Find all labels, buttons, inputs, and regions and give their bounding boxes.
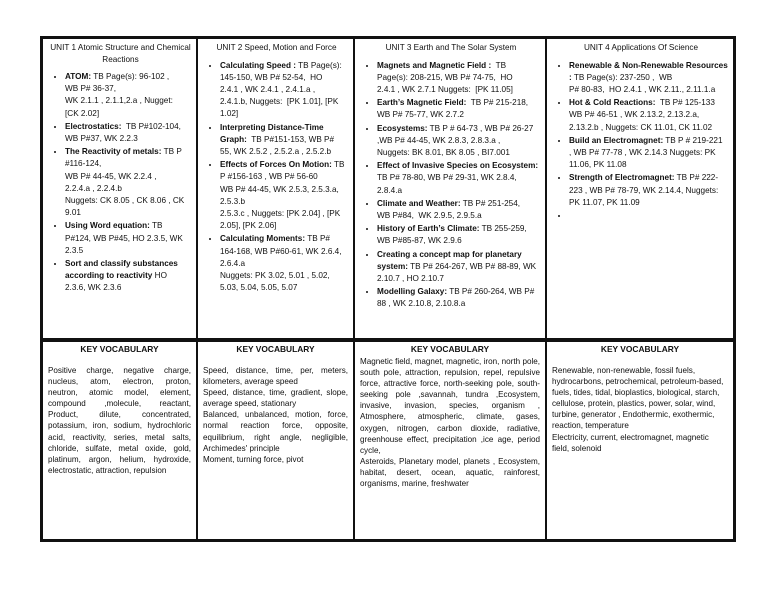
topic-heading: Renewable & Non-Renewable Resources :: [569, 60, 728, 82]
topic-heading: The Reactivity of metals:: [65, 147, 162, 157]
topic-heading: Magnets and Magnetic Field :: [377, 60, 492, 70]
topic-item: [377, 286, 541, 310]
topic-heading: Strength of Electromagnet:: [569, 173, 675, 183]
curriculum-table: [40, 36, 736, 542]
vocab-heading: KEY VOCABULARY: [410, 344, 490, 354]
topic-item: [220, 122, 349, 159]
topic-refs: TB P# 164-168, WB P#60-61, WK 2.6.4, 2.6.4.a Nuggets: PK 3.02, 5.01 , 5.02, 5.03, 5.04, 5.05, 5.07: [220, 234, 342, 293]
topic-refs: TB P# 251-254, WB P#84, WK 2.9.5, 2.9.5.a: [377, 198, 521, 220]
topic-item: [377, 223, 541, 247]
topic-heading: Earth’s Magnetic Field:: [377, 98, 467, 108]
topic-item: [65, 146, 192, 219]
topic-heading: Creating a concept map for planetary system:: [377, 249, 522, 271]
topic-item: [377, 97, 541, 121]
topic-item: [65, 258, 192, 295]
vocab-cell-unit-3: [354, 339, 546, 540]
topic-refs: TB P# 264-267, WB P# 88-89, WK 2.10.7 , HO 2.10.7: [377, 261, 537, 283]
topic-item: [377, 123, 541, 160]
topic-list: [361, 60, 541, 311]
topic-refs: TB P#151-153, WB P# 55, WK 2.5.2 , 2.5.2.a , 2.5.2.b: [220, 134, 335, 156]
topic-item: [220, 159, 349, 232]
unit-title: UNIT 1 Atomic Structure and Chemical Reactions: [50, 43, 191, 64]
topic-refs: TB P # 219-221 , WB P# 77-78 , WK 2.14.3 Nuggets: PK 11.06, PK 11.08: [569, 135, 723, 170]
topic-heading: Climate and Weather:: [377, 198, 461, 208]
topic-refs: TB P #156-163 , WB P# 56-60 WB P# 44-45, WK 2.5.3, 2.5.3.a, 2.5.3.b 2.5.3.c , Nuggets: [PK 2.04] , [PK 2.05], [PK 2.06]: [220, 160, 345, 231]
topic-heading: Hot & Cold Reactions:: [569, 98, 656, 108]
unit-1-cell: [42, 38, 197, 339]
topic-item: [65, 71, 192, 120]
topic-heading: Calculating Moments:: [220, 234, 306, 244]
topic-item: [569, 97, 729, 134]
topic-heading: Using Word equation:: [65, 221, 150, 231]
unit-2-cell: [197, 38, 354, 339]
topic-item: [377, 160, 541, 197]
topic-item: [220, 233, 349, 294]
topic-heading: Build an Electromagnet:: [569, 135, 664, 145]
vocab-cell-unit-1: [42, 339, 197, 540]
topic-item: [377, 60, 541, 97]
topic-refs: TB Page(s): 208-215, WB P# 74-75, HO 2.4.1 , WK 2.7.1 Nuggets: [PK 11.05]: [377, 60, 513, 94]
topic-item: [377, 249, 541, 286]
topic-item: [65, 121, 192, 145]
topic-heading: Effects of Forces On Motion:: [220, 160, 332, 170]
vocab-heading: KEY VOCABULARY: [80, 344, 159, 354]
topic-heading: Modelling Galaxy:: [377, 287, 448, 297]
topic-refs: TB Page(s): 237-250 , WB P# 80-83, HO 2.4.1 , WK 2.11., 2.11.1.a: [569, 72, 716, 94]
topic-heading: Calculating Speed :: [220, 60, 296, 70]
vocab-cell-unit-2: [197, 339, 354, 540]
topic-refs: TB P# 78-80, WB P# 29-31, WK 2.8.4, 2.8.4.a: [377, 173, 517, 195]
topic-refs: TB Page(s): 145-150, WB P# 52-54, HO 2.4.1 , WK 2.4.1 , 2.4.1.a , 2.4.1.b, Nuggets: [PK 1.01], [PK 1.02]: [220, 60, 342, 119]
topic-item: [220, 60, 349, 121]
topic-refs: TB P# 260-264, WB P# 88 , WK 2.10.8, 2.10.8.a: [377, 287, 535, 309]
topic-item: [569, 135, 729, 172]
topic-item-empty: [569, 210, 729, 222]
topic-heading: Interpreting Distance-Time Graph:: [220, 122, 324, 144]
vocab-heading: KEY VOCABULARY: [600, 344, 680, 354]
vocab-cell-unit-4: [546, 339, 734, 540]
topic-item: [377, 198, 541, 222]
topic-refs: TB P # 64-73 , WB P# 26-27 ,WB P# 44-45, WK 2.8.3, 2.8.3.a , Nuggets: BK 8.01, BK 8.05 , BI7.001: [377, 123, 534, 157]
vocab-text: Renewable, non-renewable, fossil fuels, hydrocarbons, petrochemical, petroleum-based, fuels, tides, tidal, bioplastics, biological, starch, cellulose, protein, plastics, power, solar, wind, turbine, generator , Endothermic, exothermic, reaction, temperature Electricity, current, electromagnet, magnetic field, solenoid: [552, 366, 724, 453]
unit-3-cell: [354, 38, 546, 339]
topic-heading: ATOM:: [65, 72, 92, 81]
unit-title: UNIT 2 Speed, Motion and Force: [216, 43, 337, 52]
topic-refs: TB P# 125-133 WB P# 46-51 , WK 2.13.2, 2.13.2.a, 2.13.2.b , Nuggets: CK 11.01, CK 11.02: [569, 98, 715, 132]
vocab-text: Magnetic field, magnet, magnetic, iron, north pole, south pole, attraction, repulsion, repel, repulsive force, attractive force, north-seeking pole, south-seeking pole ,savannah, tundra ,Ecosystem, invasive, invasion, species, organism , Atmosphere, atmospheric, climate, gases, oxygen, nitrogen, carbon dioxide, radiative, greenhouse effect, precipitation ,ice age, period cycle, Asteroids, Planetary model, planets , Ecosystem, habitat, desert, ocean, aquatic, rainforest, organisms, marine, freshwater: [360, 357, 540, 489]
topic-refs: TB P# 222- 223 , WB P# 78-79, WK 2.14.4, Nuggets: PK 11.07, PK 11.09: [569, 173, 719, 207]
topic-heading: Electrostatics:: [65, 121, 122, 131]
topic-item: [569, 60, 729, 97]
topic-refs: TB P#102-104, WB P#37, WK 2.2.3: [65, 121, 181, 144]
topic-refs: TB P #116-124, WB P# 44-45, WK 2.2.4 , 2.2.4.a , 2.2.4.b Nuggets: CK 8.05 , CK 8.06 , CK 9.01: [65, 147, 185, 218]
topic-refs: TB P#124, WB P#45, HO 2.3.5, WK 2.3.5: [65, 221, 183, 255]
topic-refs: TB 255-259, WB P#85-87, WK 2.9.6: [377, 224, 527, 246]
topic-heading: History of Earth’s Climate:: [377, 224, 480, 234]
unit-4-cell: [546, 38, 734, 339]
vocab-text: Speed, distance, time, per, meters, kilometers, average speed Speed, distance, time, gradient, slope, average speed, stationary Balanced, unbalanced, motion, force, normal reaction force, opposite, equilibrium, right angle, negligible, Archimedes' principle Moment, turning force, pivot: [203, 366, 348, 464]
topic-heading: Ecosystems:: [377, 123, 428, 133]
unit-title: UNIT 4 Applications Of Science: [583, 43, 699, 52]
topic-item: [65, 220, 192, 257]
topic-heading: Effect of Invasive Species on Ecosystem:: [377, 161, 539, 171]
vocab-text: Positive charge, negative charge, nucleus, atom, electron, proton, neutron, atomic model, element, compound ,molecule, reactant, Product, dilute, concentrated, potassium, iron, sodium, hydrochloric acid, reactivity, series, metal salts, chloride, sulfate, metal oxide, gold, platinum, argon, helium, hydroxide, electrostatic, attraction, repulsion: [48, 366, 194, 475]
topic-refs: TB P# 215-218, WB P# 75-77, WK 2.7.2: [377, 98, 529, 120]
topic-refs: HO 2.3.6, WK 2.3.6: [65, 271, 167, 293]
unit-title: UNIT 3 Earth and The Solar System: [385, 43, 517, 52]
topic-heading: Sort and classify substances according to reactivity: [65, 259, 178, 281]
topic-item: [569, 172, 729, 209]
topic-refs: TB Page(s): 96-102 , WB P# 36-37, WK 2.1.1 , 2.1.1,2.a , Nugget: [CK 2.02]: [65, 72, 173, 118]
topic-list: [49, 71, 192, 295]
topic-list: [204, 60, 349, 295]
vocab-heading: KEY VOCABULARY: [236, 344, 315, 354]
topic-list: [553, 60, 729, 223]
